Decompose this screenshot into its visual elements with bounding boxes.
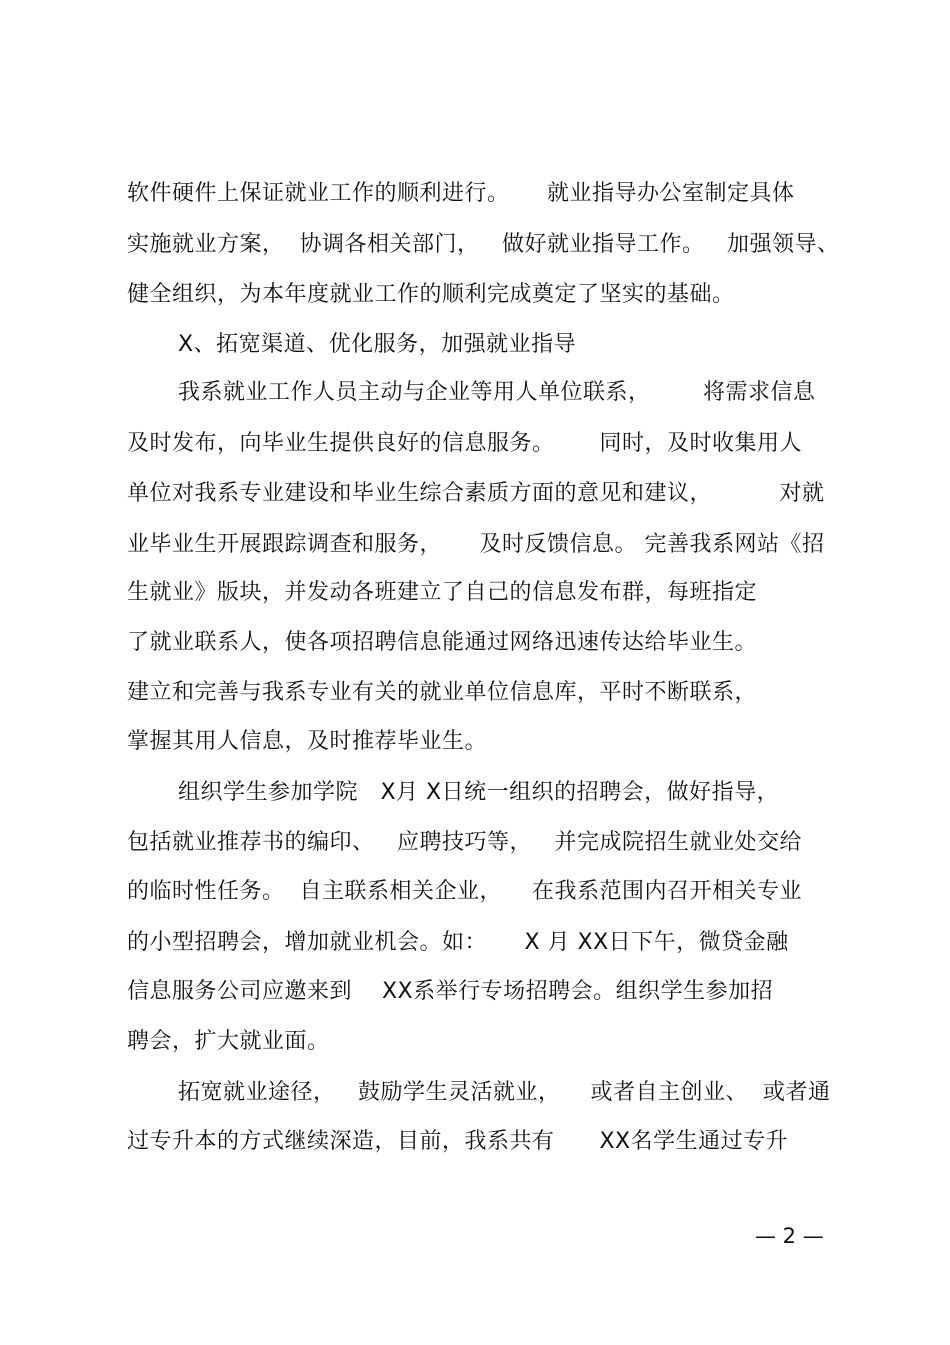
page-number: — 2 —: [755, 1224, 824, 1248]
text-line: 单位对我系专业建设和毕业生综合素质方面的意见和建议， 对就: [127, 481, 825, 506]
text-line: 掌握其用人信息，及时推荐毕业生。: [127, 729, 488, 754]
text-line: 信息服务公司应邀来到 XX系举行专场招聘会。组织学生参加招: [127, 979, 774, 1004]
text-line: 过专升本的方式继续深造，目前，我系共有 XX名学生通过专升: [127, 1129, 789, 1154]
text-line: 的小型招聘会，增加就业机会。如： X 月 XX日下午，微贷金融: [127, 930, 789, 955]
text-line: 及时发布，向毕业生提供良好的信息服务。 同时，及时收集用人: [127, 431, 802, 456]
text-line: 聘会，扩大就业面。: [127, 1029, 330, 1054]
text-line: 业毕业生开展跟踪调查和服务， 及时反馈信息。 完善我系网站《招: [127, 532, 825, 557]
text-line: 生就业》版块，并发动各班建立了自己的信息发布群，每班指定: [127, 580, 758, 605]
text-line: 软件硬件上保证就业工作的顺利进行。 就业指导办公室制定具体: [127, 181, 795, 206]
section-heading: X、拓宽渠道、优化服务，加强就业指导: [178, 332, 577, 357]
text-line: 包括就业推荐书的编印、 应聘技巧等， 并完成院招生就业处交给: [127, 830, 802, 855]
text-line: 建立和完善与我系专业有关的就业单位信息库，平时不断联系，: [127, 680, 758, 705]
text-line: 实施就业方案， 协调各相关部门， 做好就业指导工作。 加强领导、: [127, 232, 840, 257]
text-line: 的临时性任务。 自主联系相关企业， 在我系范围内召开相关专业: [127, 879, 802, 904]
text-line: 我系就业工作人员主动与企业等用人单位联系， 将需求信息: [178, 380, 816, 405]
text-line: 健全组织，为本年度就业工作的顺利完成奠定了坚实的基础。: [127, 282, 735, 307]
text-line: 了就业联系人，使各项招聘信息能通过网络迅速传达给毕业生。: [127, 630, 758, 655]
text-line: 拓宽就业途径， 鼓励学生灵活就业， 或者自主创业、 或者通: [178, 1080, 831, 1105]
text-line: 组织学生参加学院 X月 X日统一组织的招聘会，做好指导，: [178, 780, 780, 805]
